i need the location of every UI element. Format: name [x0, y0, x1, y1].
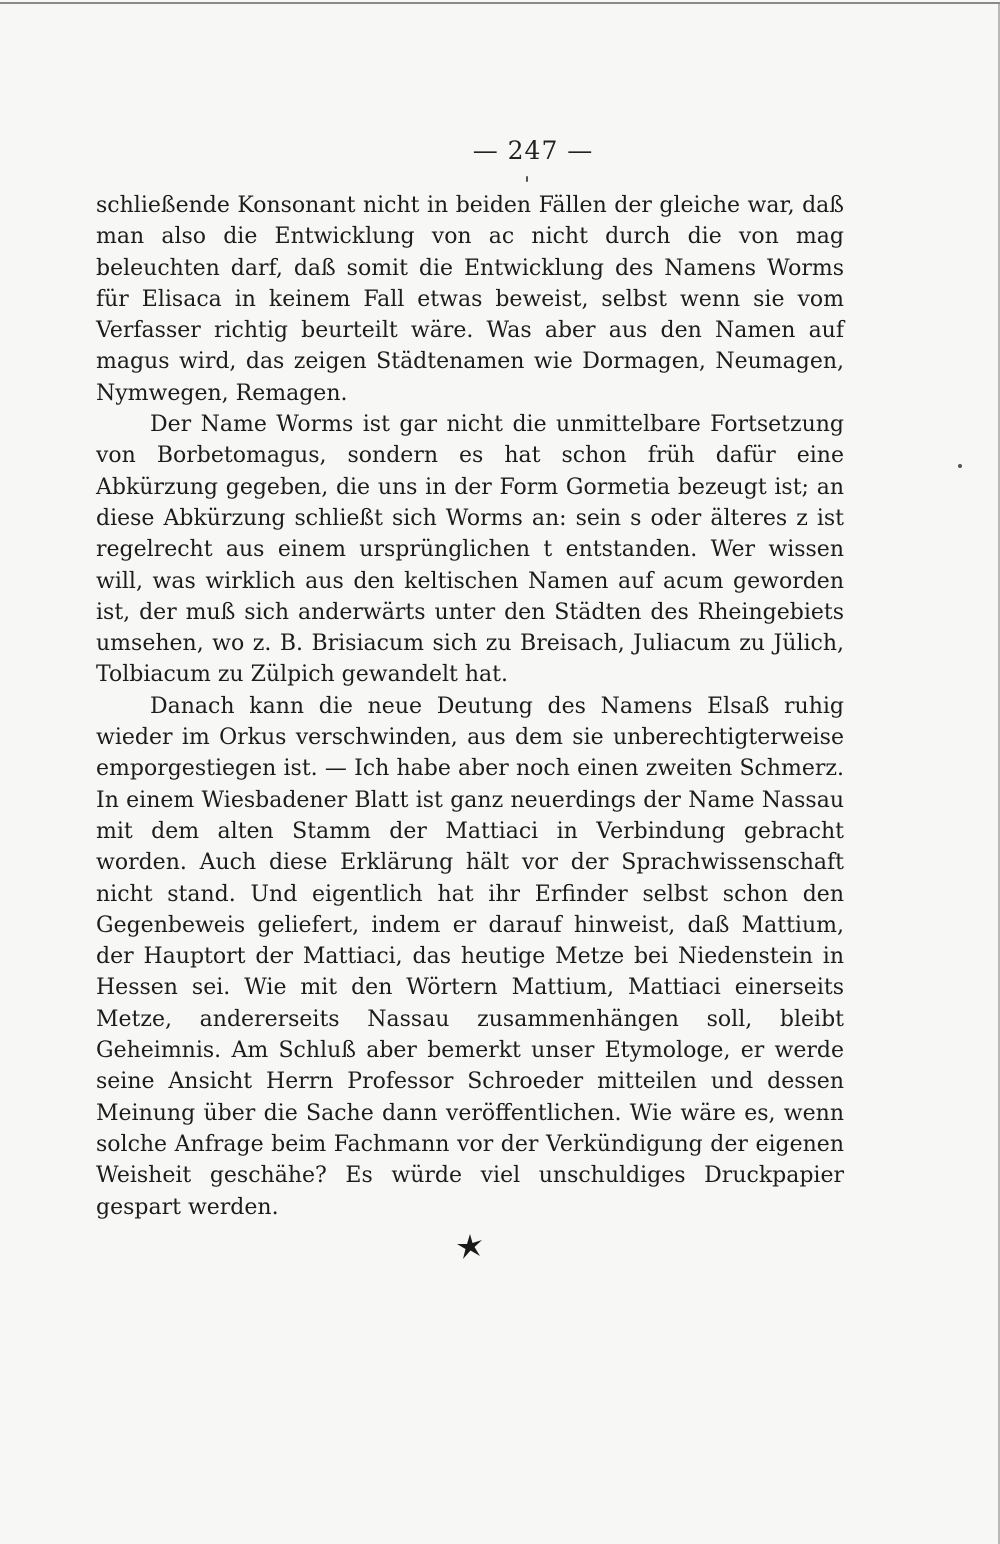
- asterisk-star-icon: [455, 1232, 485, 1262]
- scan-top-edge: [0, 2, 1000, 4]
- scan-speck: [958, 464, 962, 468]
- scan-speck: [526, 176, 528, 182]
- paragraph-1: schließende Konsonant nicht in beiden Fällen der gleiche war, daß man also die Entwicklung von ac nicht durch die von mag beleuchten darf, daß somit die Entwicklung des Namens Worms für Elisaca in keinem Fall etwas beweist, selbst wenn sie vom Verfasser richtig beurteilt wäre. Was aber aus den Namen auf magus wird, das zeigen Städtenamen wie Dormagen, Neumagen, Nymwegen, Remagen.: [96, 193, 844, 406]
- paragraph-3: Danach kann die neue Deutung des Namens Elsaß ruhig wieder im Orkus verschwinden, aus dem sie unberechtigterweise emporgestiegen ist. — Ich habe aber noch einen zweiten Schmerz. In einem Wiesbadener Blatt ist ganz neuerdings der Name Nassau mit dem alten Stamm der Mattiaci in Verbindung gebracht worden. Auch diese Erklärung hält vor der Sprachwissenschaft nicht stand. Und eigentlich hat ihr Erfinder selbst schon den Gegenbeweis geliefert, indem er darauf hinweist, daß Mattium, der Hauptort der Mattiaci, das heutige Metze bei Niedenstein in Hessen sei. Wie mit den Wörtern Mattium, Mattiaci einerseits Metze, andererseits Nassau zusammenhängen soll, bleibt Geheimnis. Am Schluß aber bemerkt unser Etymologe, er werde seine Ansicht Herrn Professor Schroeder mitteilen und dessen Meinung über die Sache dann veröffentlichen. Wie wäre es, wenn solche Anfrage beim Fachmann vor der Verkündigung der eigenen Weisheit geschähe? Es würde viel unschuldiges Druckpapier gespart werden.: [96, 693, 844, 1220]
- paragraph-2: Der Name Worms ist gar nicht die unmittelbare Fortsetzung von Borbetomagus, sondern es hat schon früh dafür eine Abkürzung gegeben, die uns in der Form Gormetia bezeugt ist; an diese Abkürzung schließt sich Worms an: sein s oder älteres z ist regelrecht aus einem ursprünglichen t entstanden. Wer wissen will, was wirklich aus den keltischen Namen auf acum geworden ist, der muß sich anderwärts unter den Städten des Rheingebiets umsehen, wo z. B. Brisiacum sich zu Breisach, Juliacum zu Jülich, Tolbiacum zu Zülpich gewandelt hat.: [96, 412, 844, 688]
- body-text: [96, 190, 844, 1223]
- page-number: — 247 —: [472, 136, 594, 165]
